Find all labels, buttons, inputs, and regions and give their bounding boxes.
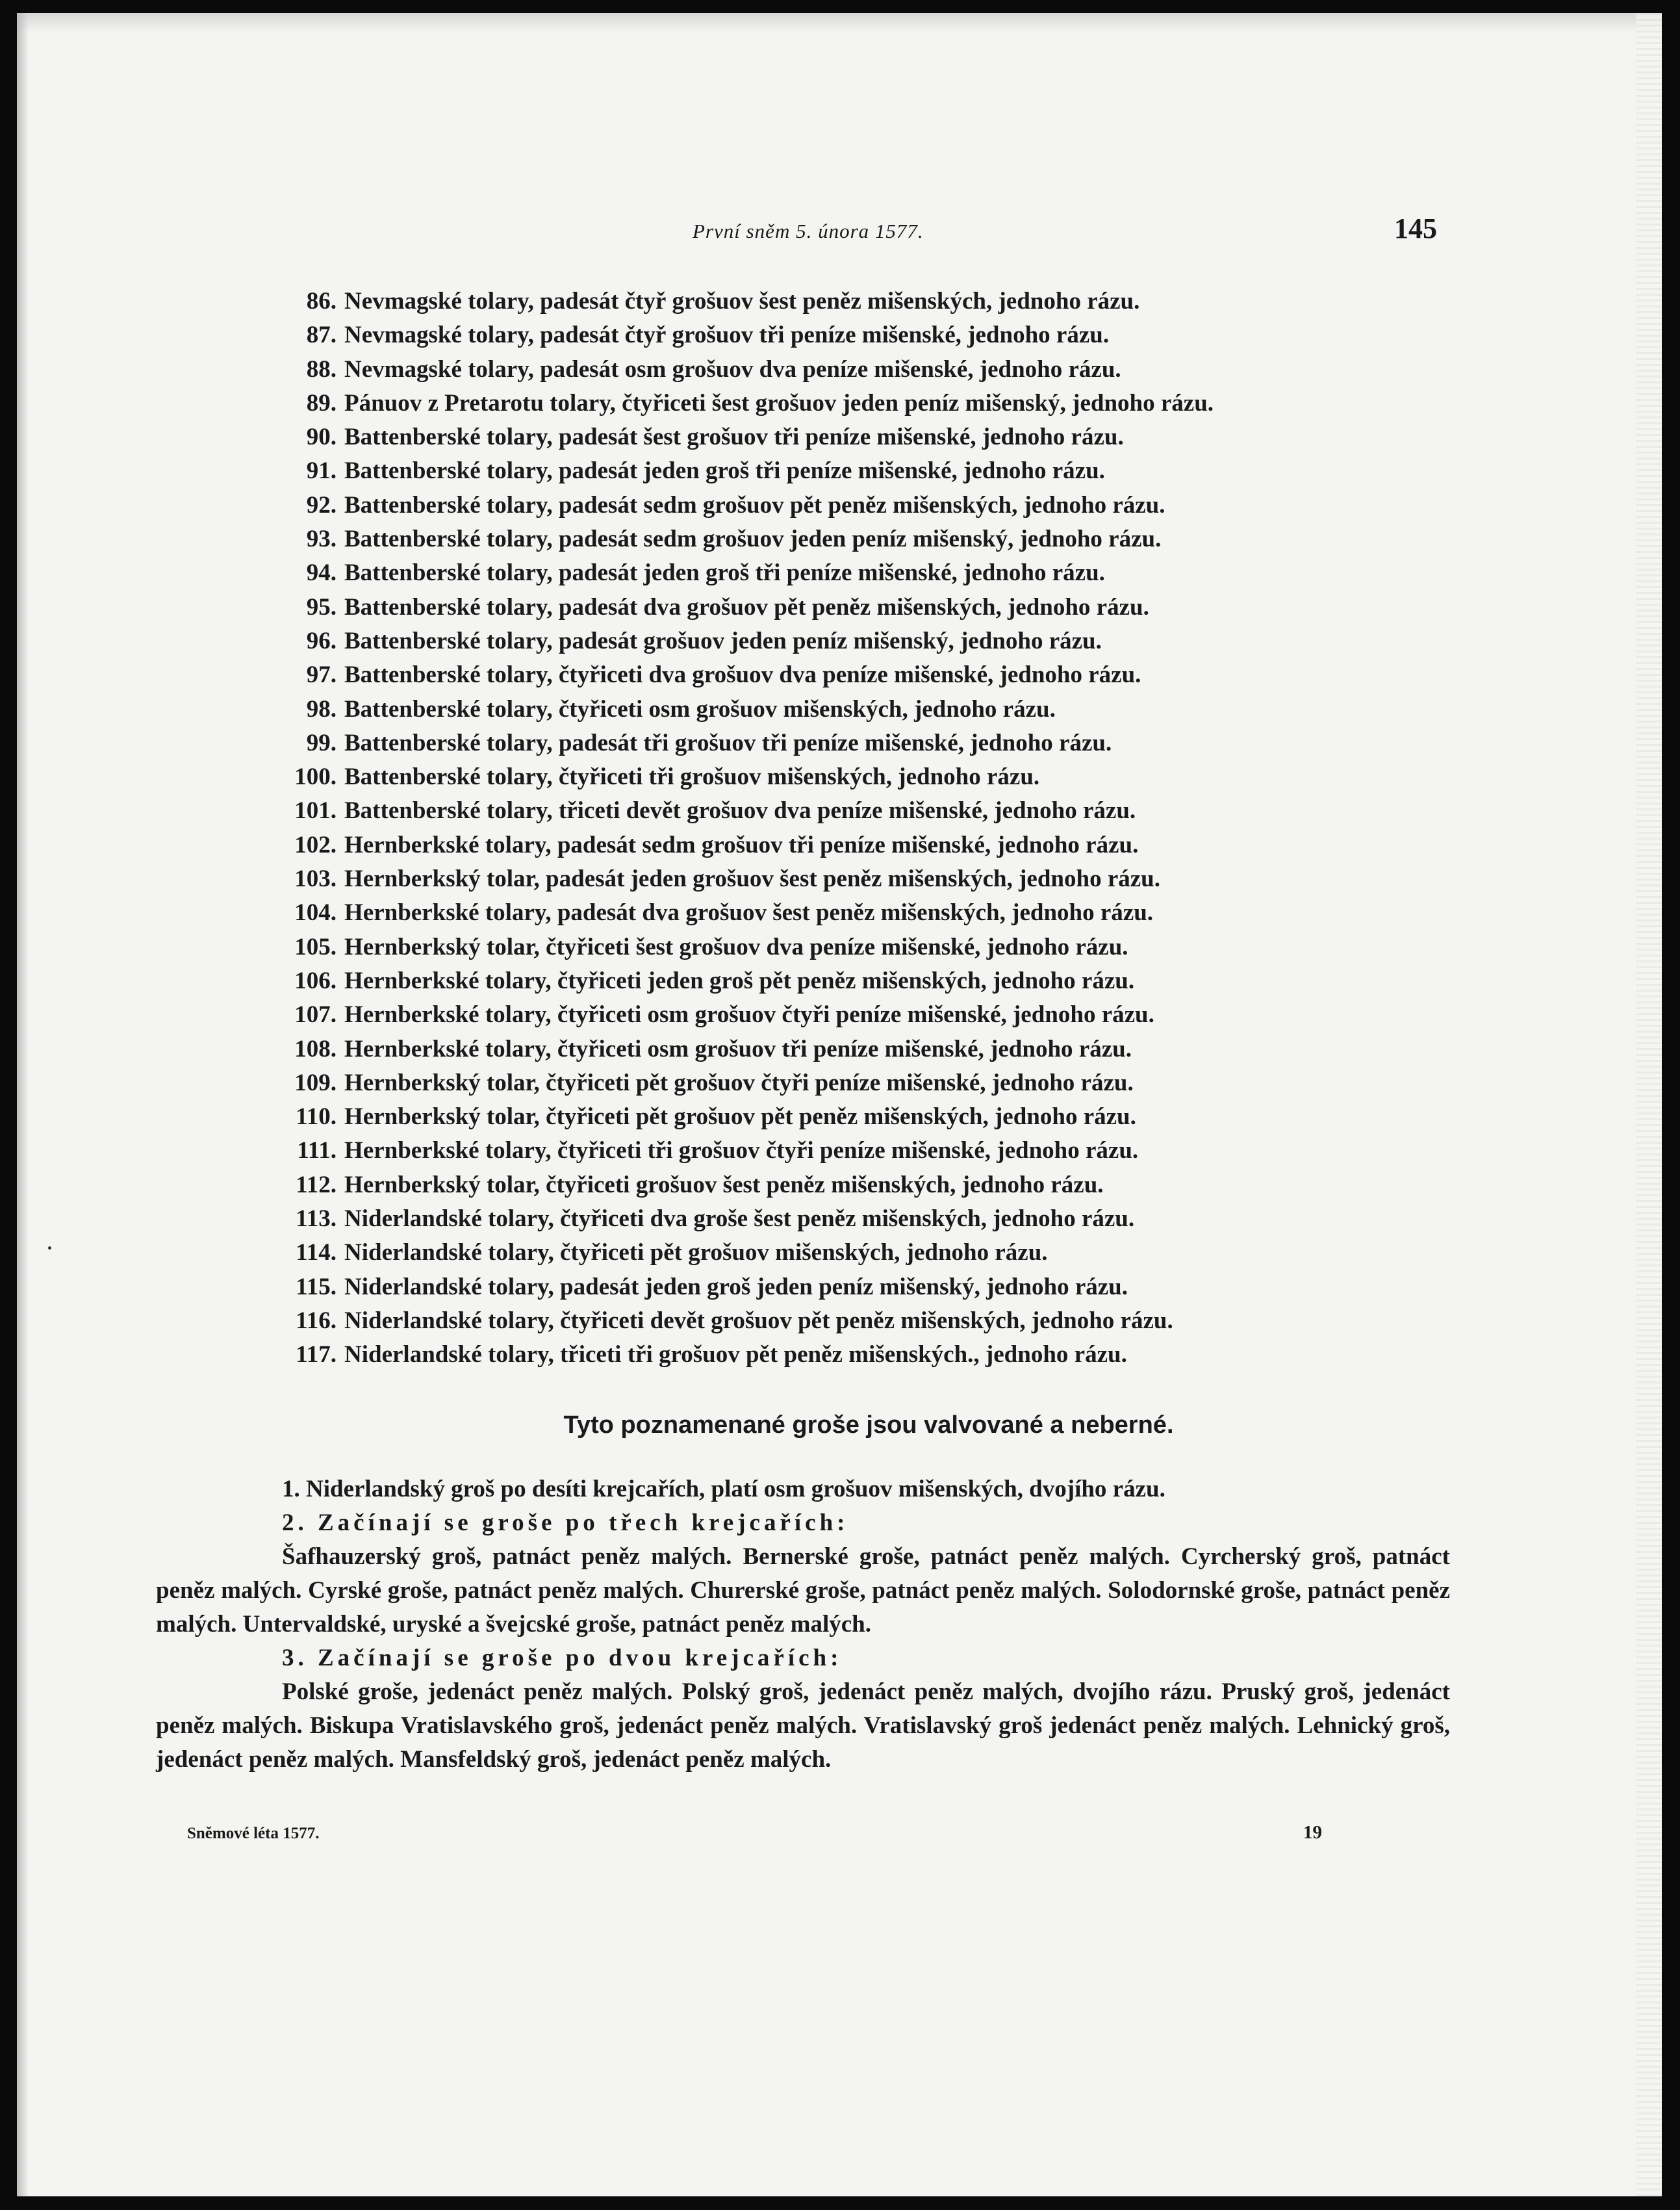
list-item <box>264 726 1214 760</box>
paragraph-3-heading: 3. Začínají se groše po dvou krejcařích: <box>282 1645 843 1671</box>
entry-number: 106. <box>294 967 337 994</box>
entry-text: Niderlandské tolary, čtyřiceti dva groše šest peněz mišenských, jednoho rázu. <box>344 1205 1135 1233</box>
list-item <box>264 862 1214 896</box>
entry-text: Battenberské tolary, padesát sedm grošuov jeden peníz mišenský, jednoho rázu. <box>344 526 1162 553</box>
entry-number: 93. <box>306 526 337 553</box>
running-title: První sněm 5. února 1577. <box>693 220 924 242</box>
list-item <box>264 896 1214 930</box>
entry-text: Niderlandské tolary, čtyřiceti pět grošuov mišenských, jednoho rázu. <box>344 1239 1048 1266</box>
list-item <box>264 760 1214 794</box>
list-item <box>264 1236 1214 1270</box>
entry-number: 113. <box>296 1205 337 1233</box>
scan-top-shadow <box>17 13 1662 32</box>
list-item <box>264 489 1214 522</box>
entry-text: Hernberkské tolary, čtyřiceti tři grošuov čtyři peníze mišenské, jednoho rázu. <box>344 1137 1139 1164</box>
entry-text: Nevmagské tolary, padesát čtyř grošuov tři peníze mišenské, jednoho rázu. <box>344 322 1110 349</box>
entry-text: Pánuov z Pretarotu tolary, čtyřiceti šest grošuov jeden peníz mišenský, jednoho rázu. <box>344 389 1214 417</box>
list-item <box>264 591 1214 624</box>
list-item <box>264 556 1214 590</box>
footer-sheet-number: 19 <box>1303 1822 1322 1843</box>
entry-number: 105. <box>294 933 337 960</box>
entry-text: Hernberkské tolary, čtyřiceti osm grošuov tři peníze mišenské, jednoho rázu. <box>344 1035 1132 1062</box>
entry-text: Battenberské tolary, padesát jeden groš tři peníze mišenské, jednoho rázu. <box>344 559 1105 587</box>
entry-number: 109. <box>294 1069 337 1096</box>
entry-number: 111. <box>297 1137 337 1164</box>
entry-number: 89. <box>306 389 337 417</box>
entry-text: Battenberské tolary, třiceti devět grošuov dva peníze mišenské, jednoho rázu. <box>344 797 1136 825</box>
entry-number: 99. <box>306 729 337 756</box>
list-item <box>264 624 1214 658</box>
entry-number: 98. <box>306 695 337 723</box>
entry-number: 96. <box>306 627 337 654</box>
entry-number: 97. <box>306 662 337 689</box>
list-item <box>264 1270 1214 1304</box>
scan-right-edge <box>1636 13 1662 2196</box>
entry-text: Battenberské tolary, čtyřiceti tři grošuov mišenských, jednoho rázu. <box>344 764 1040 791</box>
footer-signature: Sněmové léta 1577. <box>187 1825 320 1842</box>
entry-text: Battenberské tolary, čtyřiceti osm grošuov mišenských, jednoho rázu. <box>344 695 1056 723</box>
list-item <box>264 794 1214 828</box>
entry-text: Battenberské tolary, padesát dva grošuov pět peněz mišenských, jednoho rázu. <box>344 593 1149 621</box>
list-item <box>264 658 1214 692</box>
entry-text: Battenberské tolary, padesát sedm grošuov pět peněz mišenských, jednoho rázu. <box>344 491 1165 519</box>
list-item <box>264 420 1214 454</box>
list-item <box>264 454 1214 488</box>
entry-number: 114. <box>296 1239 337 1266</box>
list-item <box>264 1338 1214 1372</box>
entry-text: Nevmagské tolary, padesát čtyř grošuov šest peněz mišenských, jednoho rázu. <box>344 288 1140 315</box>
entry-number: 90. <box>306 424 337 451</box>
entry-text: Hernberkské tolary, padesát dva grošuov šest peněz mišenských, jednoho rázu. <box>344 899 1154 927</box>
paragraph-1: 1. Niderlandský groš po desíti krejcařích, platí osm grošuov mišenských, dvojího rázu. <box>282 1476 1165 1502</box>
entry-number: 115. <box>296 1273 337 1300</box>
entry-text: Hernberkský tolar, čtyřiceti grošuov šest peněz mišenských, jednoho rázu. <box>344 1171 1104 1198</box>
entry-text: Hernberkské tolary, čtyřiceti osm grošuov čtyři peníze mišenské, jednoho rázu. <box>344 1001 1154 1029</box>
entry-number: 87. <box>306 322 337 349</box>
list-item <box>264 522 1214 556</box>
list-item <box>264 1168 1214 1202</box>
entry-number: 91. <box>306 457 337 485</box>
book-page <box>17 13 1662 2196</box>
entry-number: 112. <box>296 1171 337 1198</box>
scan-left-shadow <box>17 13 29 2196</box>
list-item <box>264 387 1214 420</box>
entry-text: Battenberské tolary, padesát tři grošuov tři peníze mišenské, jednoho rázu. <box>344 729 1112 756</box>
entry-number: 102. <box>294 831 337 858</box>
entry-number: 117. <box>296 1341 337 1368</box>
entry-text: Battenberské tolary, padesát grošuov jeden peníz mišenský, jednoho rázu. <box>344 627 1102 654</box>
entry-text: Hernberkský tolar, čtyřiceti pět grošuov čtyři peníze mišenské, jednoho rázu. <box>344 1069 1134 1096</box>
list-item <box>264 1134 1214 1168</box>
page-number: 145 <box>1394 212 1437 244</box>
entry-text: Hernberkské tolary, čtyřiceti jeden groš pět peněz mišenských, jednoho rázu. <box>344 967 1135 994</box>
entry-text: Battenberské tolary, padesát jeden groš tři peníze mišenské, jednoho rázu. <box>344 457 1105 485</box>
list-item <box>264 1100 1214 1134</box>
entry-text: Battenberské tolary, čtyřiceti dva grošuov dva peníze mišenské, jednoho rázu. <box>344 662 1141 689</box>
entry-number: 108. <box>294 1035 337 1062</box>
list-item <box>264 318 1214 352</box>
list-item <box>264 998 1214 1032</box>
entry-text: Hernberkský tolar, padesát jeden grošuov šest peněz mišenských, jednoho rázu. <box>344 866 1160 893</box>
list-item <box>264 693 1214 726</box>
entry-number: 116. <box>296 1307 337 1334</box>
entry-text: Battenberské tolary, padesát šest grošuov tři peníze mišenské, jednoho rázu. <box>344 424 1124 451</box>
entry-number: 101. <box>294 797 337 825</box>
entry-text: Hernberkský tolar, čtyřiceti pět grošuov pět peněz mišenských, jednoho rázu. <box>344 1103 1136 1131</box>
entry-text: Hernberkský tolar, čtyřiceti šest grošuov dva peníze mišenské, jednoho rázu. <box>344 933 1128 960</box>
entry-number: 92. <box>306 491 337 519</box>
list-item <box>264 829 1214 862</box>
list-item <box>264 1066 1214 1100</box>
entry-number: 100. <box>294 764 337 791</box>
entry-number: 86. <box>306 288 337 315</box>
list-item <box>264 285 1214 318</box>
coin-entry-list <box>264 285 1214 1372</box>
entry-text: Hernberkské tolary, padesát sedm grošuov tři peníze mišenské, jednoho rázu. <box>344 831 1139 858</box>
entry-number: 107. <box>294 1001 337 1029</box>
list-item <box>264 931 1214 964</box>
list-item <box>264 964 1214 998</box>
entry-number: 88. <box>306 355 337 383</box>
entry-number: 94. <box>306 559 337 587</box>
list-item <box>264 1202 1214 1236</box>
entry-text: Niderlandské tolary, čtyřiceti devět grošuov pět peněz mišenských, jednoho rázu. <box>344 1307 1173 1334</box>
entry-number: 104. <box>294 899 337 927</box>
section-body <box>156 1472 1450 1777</box>
list-item <box>264 1304 1214 1338</box>
paragraph-3-body: Polské groše, jedenáct peněz malých. Polský groš, jedenáct peněz malých, dvojího rázu. Pruský groš, jedenáct peněz malých. Biskupa Vratislavského groš, jedenáct peněz malých. Vratislavský groš jedenáct peněz malých. Lehnický groš, jedenáct peněz malých. Mansfeldský groš, jedenáct peněz malých. <box>156 1678 1450 1773</box>
paragraph-2-heading: 2. Začínají se groše po třech krejcařích: <box>282 1510 849 1536</box>
entry-text: Nevmagské tolary, padesát osm grošuov dva peníze mišenské, jednoho rázu. <box>344 355 1121 383</box>
entry-number: 95. <box>306 593 337 621</box>
entry-text: Niderlandské tolary, třiceti tři grošuov pět peněz mišenských., jednoho rázu. <box>344 1341 1127 1368</box>
entry-number: 110. <box>296 1103 337 1131</box>
list-item <box>264 353 1214 387</box>
list-item <box>264 1033 1214 1066</box>
entry-text: Niderlandské tolary, padesát jeden groš jeden peníz mišenský, jednoho rázu. <box>344 1273 1128 1300</box>
section-heading: Tyto poznamenané groše jsou valvované a neberné. <box>563 1411 1174 1439</box>
margin-speck <box>48 1246 51 1250</box>
entry-number: 103. <box>294 866 337 893</box>
paragraph-2-body: Šafhauzerský groš, patnáct peněz malých. Bernerské groše, patnáct peněz malých. Cyrcherský groš, patnáct peněz malých. Cyrské groše, patnáct peněz malých. Churerské groše, patnáct peněz malých. Solodornské groše, patnáct peněz malých. Untervaldské, uryské a švejcské groše, patnáct peněz malých. <box>156 1543 1450 1638</box>
